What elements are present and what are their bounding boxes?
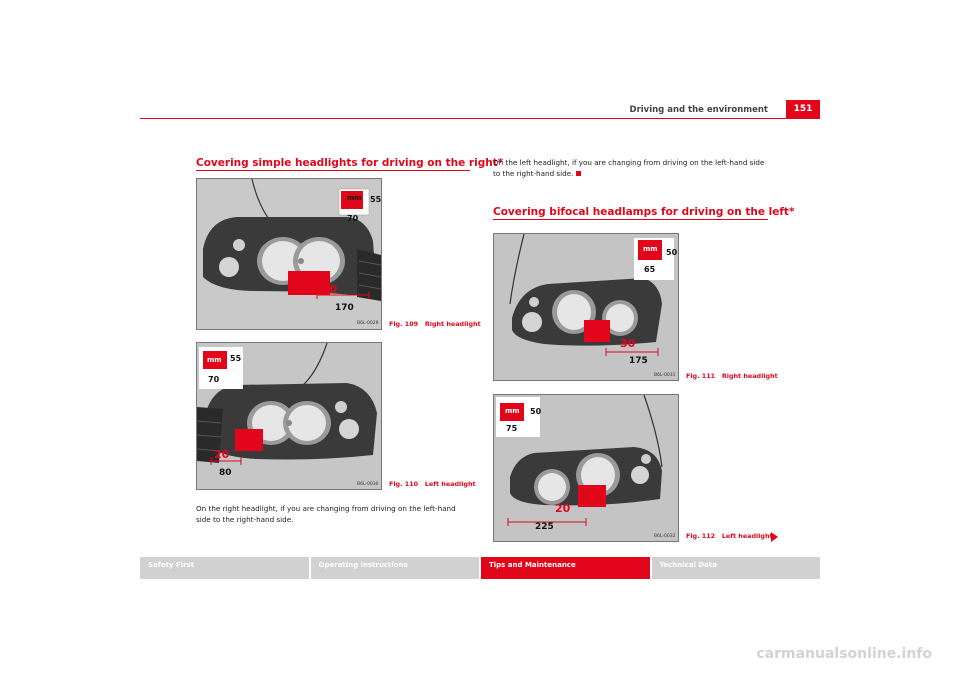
tab-operating-instructions[interactable]: Operating instructions (311, 557, 482, 579)
headlight-illustration (494, 234, 678, 380)
figure-number: Fig. 112 (686, 532, 716, 540)
dim-c: 10 (322, 283, 338, 296)
section-rule (196, 170, 470, 171)
section-title-bifocal-headlamps: Covering bifocal headlamps for driving on the left* (493, 206, 795, 218)
dim-d: 175 (629, 356, 648, 366)
figure-code: B6L-0032 (654, 534, 676, 539)
intro-text: On the left headlight, if you are changing from driving on the left-hand side to the right-hand side. (493, 158, 765, 178)
dim-c: 20 (555, 502, 571, 515)
figure-number: Fig. 111 (686, 372, 716, 380)
header-rule (140, 118, 820, 119)
dim-b: 70 (347, 214, 359, 223)
mm-unit-label: mm (347, 194, 362, 202)
mm-unit-label: mm (207, 356, 222, 364)
body-paragraph: On the right headlight, if you are changing from driving on the left-hand side to the right-hand side. (196, 504, 456, 524)
dim-b: 70 (208, 375, 220, 384)
dim-c: 20 (214, 448, 230, 461)
figure-number: Fig. 109 (389, 320, 419, 328)
figure-111-caption (686, 372, 778, 380)
figure-code: B6L-0031 (654, 373, 676, 378)
tab-technical-data[interactable]: Technical Data (652, 557, 821, 579)
headlight-illustration (494, 395, 678, 541)
figure-caption-text: Right headlight (424, 320, 481, 328)
figure-number: Fig. 110 (389, 480, 419, 488)
section-rule (493, 219, 768, 220)
running-header-title: Driving and the environment (629, 105, 768, 115)
cover-patch (235, 429, 263, 451)
figure-112-left-headlight (493, 394, 679, 542)
mm-unit-label: mm (505, 407, 520, 415)
watermark: carmanualsonline.info (756, 646, 932, 662)
page-number: 151 (786, 100, 820, 118)
dim-a: 50 (530, 407, 542, 416)
mm-unit-label: mm (643, 245, 658, 253)
tab-tips-and-maintenance[interactable]: Tips and Maintenance (481, 557, 652, 579)
dim-d: 225 (535, 522, 554, 532)
cover-patch (578, 485, 606, 507)
dim-b: 75 (506, 424, 518, 433)
figure-109-caption (389, 320, 481, 328)
figure-caption-text: Left headlight (721, 532, 773, 540)
tab-safety-first[interactable]: Safety First (140, 557, 311, 579)
dim-d: 170 (335, 303, 354, 313)
dim-a: 55 (230, 354, 242, 363)
dim-c: 30 (620, 337, 636, 350)
dim-a: 55 (370, 195, 382, 204)
figure-caption-text: Right headlight (721, 372, 778, 380)
intro-paragraph (493, 157, 773, 179)
figure-111-right-headlight (493, 233, 679, 381)
footer-navigation (140, 557, 820, 579)
dim-a: 50 (666, 248, 678, 257)
figure-112-caption (686, 532, 773, 540)
dim-b: 65 (644, 265, 656, 274)
end-of-section-icon (576, 171, 581, 176)
figure-110-caption (389, 480, 476, 488)
figure-code: B6L-0030 (357, 482, 379, 487)
continue-arrow-icon[interactable] (771, 532, 778, 542)
section-title-simple-headlights: Covering simple headlights for driving on the right* (196, 157, 504, 169)
figure-code: B6L-0029 (357, 321, 379, 326)
dim-d: 80 (219, 468, 232, 478)
figure-caption-text: Left headlight (424, 480, 476, 488)
cover-patch (584, 320, 610, 342)
